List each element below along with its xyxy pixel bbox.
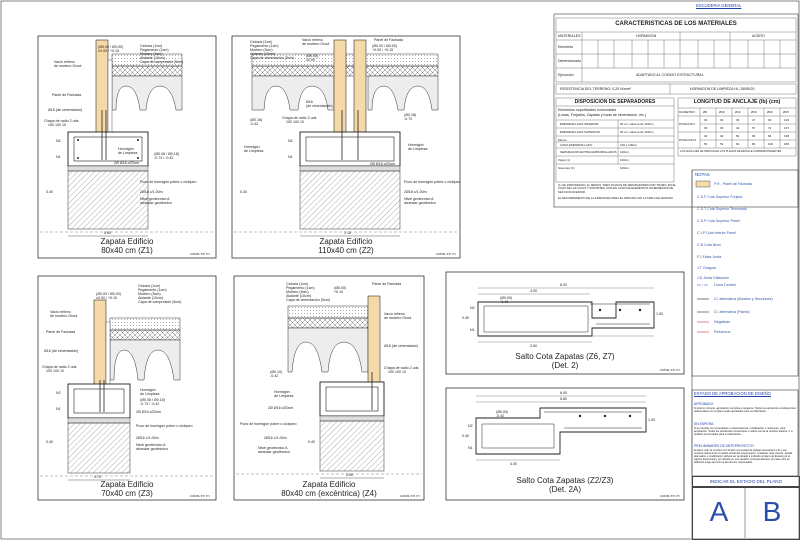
det2a-d4: 0.40 — [462, 434, 469, 438]
z2-hormigon2: Hormigón — [408, 143, 424, 147]
z3-mortero: Mortero (5cm) — [138, 292, 161, 296]
anclaje-note: LOS ANCLAJES SE INDICAN EN LOS PLANOS DE DETALLE CORRESPONDIENTES — [680, 150, 782, 153]
sep-note2: EL RECUBRIMIENTO DE LA ARMADURA SERA EL INDICADO EN LA TABLA DE ARMADO. — [558, 196, 674, 200]
anclaje-pos-1: POSICION I — [679, 122, 696, 126]
legend-item: Cl. alternativa (Planta) — [714, 310, 750, 314]
z4-pozo: Pozo de hormigón pobre o ciclópeo — [240, 422, 297, 426]
sep-r1: EMPARRILLADO INFERIOR — [560, 122, 599, 126]
z1-grout: de mortero Grout — [54, 64, 82, 68]
z4-chapa2: 100 100 10 — [388, 370, 406, 374]
anclaje-cell: 50 — [736, 134, 740, 138]
anclaje-cell: 80 — [752, 142, 756, 146]
det2-n2: N2 — [470, 306, 475, 310]
materials-title: CARACTERISTICAS DE LOS MATERIALES — [615, 21, 737, 27]
row-ejecucion: Ejecución — [558, 73, 574, 77]
z2-n1: N1 — [288, 155, 293, 159]
z4-title1: Zapata Edificio — [302, 480, 356, 489]
z4-limpieza: de Limpieza — [274, 394, 294, 398]
z3-capa: Capa de compresión (5cm) — [138, 300, 182, 304]
anclaje-cell: 84 — [768, 134, 772, 138]
hormigon-limpieza-text: HORMIGON DE LIMPIEZA HL-150/B/20 — [690, 87, 755, 91]
det2-title2: (Det. 2) — [551, 361, 579, 370]
sep-vigas: Vigas (1) — [558, 158, 570, 162]
legend-title: NOTAS — [695, 172, 710, 177]
resistencia-text: RESISTENCIA DEL TERRENO: 0,20 N/mm² — [560, 87, 631, 91]
anclaje-cell: 120 — [784, 118, 790, 122]
z4-aislante: Aislante (10cm) — [286, 294, 311, 298]
anclaje-cell: 57 — [752, 126, 756, 130]
z1-pozo: Pozo de hormigón pobre o ciclópeo — [140, 180, 197, 184]
z3-hormigon: Hormigón — [140, 388, 156, 392]
z2-cota-b: (Ø0.00 / Ø0.00) — [372, 44, 397, 48]
z2-o16b: (de cimentación) — [306, 104, 333, 108]
z4-note: cotas en m — [400, 493, 420, 498]
z1-cota4: -0.73 / -0.42 — [154, 156, 174, 160]
z3-drawing — [40, 300, 214, 480]
z2-vacio: Vacío relleno — [302, 38, 323, 42]
estado-title: ESTADO DE APROBACION DE DISEÑO — [694, 391, 771, 396]
title-block — [692, 486, 800, 540]
z2-dim2: 2Ø16 c/1.00m — [404, 190, 427, 194]
estado-a-text: Si todo lo correcto, aprobación completa o tangente. Todos los elementos constituyentes relacionados con el plano están aprobados para su fabricación. — [694, 407, 796, 413]
z1-pegamento: Pegamento (1cm) — [140, 48, 169, 52]
z3-ancho: 0.70 — [94, 475, 101, 479]
separadores-title: DISPOSICION DE SEPARADORES — [574, 99, 656, 105]
sep-soportes: Soportes (1) — [558, 166, 575, 170]
legend-item: C.I.P Cota Inferior Panel — [697, 231, 736, 235]
z4-vacio: Vacío relleno — [384, 312, 405, 316]
anclaje-cell: 47 — [752, 118, 756, 122]
z1-note: cotas en m — [190, 251, 210, 256]
z1-o16: Ø16 (de cimentación) — [48, 108, 83, 112]
z4-capa: Capa de cimentación (5cm) — [286, 298, 330, 302]
sep-line2: (Losas, Forjados, Zapatas y losas de cimentación, etc.) — [558, 113, 647, 117]
z2-drawing — [234, 40, 458, 236]
anclaje-cell: 60 — [736, 142, 740, 146]
z3-pegamento: Pegamento (1cm) — [138, 288, 167, 292]
sep-vigas-v: 100cm — [620, 158, 630, 162]
z2-limpieza: de Limpieza — [244, 149, 264, 153]
det2-d3: 3.50 — [530, 344, 537, 348]
z2-pozo: Pozo de hormigón pobre o ciclópeo — [404, 180, 461, 184]
det2a-d7: -0.42 — [496, 414, 505, 418]
sep-r2v: 50 cm máximo de 100cm — [620, 130, 654, 134]
z4-hormigon: Hormigón — [274, 390, 290, 394]
anclaje-title: LONGITUD DE ANCLAJE (lb) (cm) — [693, 99, 781, 105]
det2a-title1: Salto Cota Zapatas (Z2/Z3) — [516, 476, 614, 485]
z2-cota8: -0.72 — [404, 117, 413, 121]
z3-n1: N1 — [56, 407, 61, 411]
z2-n2: N2 — [288, 139, 293, 143]
estado-c-label: PRELIMINARES DE ANTEPROYECTO — [694, 444, 754, 448]
det2a-drawing — [476, 396, 646, 460]
z3-nivel2: alcanzar geotécnico — [136, 447, 168, 451]
z3-cota3: (Ø0.08 / Ø0.18) — [140, 398, 165, 402]
z2-cota5: (Ø0.18) — [250, 118, 263, 122]
anclaje-diametro: DIAMETRO — [679, 110, 695, 114]
det2-n1: N1 — [470, 328, 475, 332]
z1-cota3: (Ø0.08 / Ø0.18) — [154, 152, 179, 156]
adaptado-text: ADAPTADO AL CODIGO ESTRUCTURAL — [636, 73, 704, 77]
z2-cota7: (Ø0.18) — [404, 113, 417, 117]
anclaje-cell: 40 — [704, 134, 708, 138]
z1-title1: Zapata Edificio — [100, 237, 154, 246]
sep-r2: EMPARRILLADO SUPERIOR — [560, 130, 600, 134]
anclaje-cell: 180 — [784, 142, 790, 146]
z4-pegamento: Pegamento (1cm) — [286, 286, 315, 290]
z4-cota5: (Ø0.10) — [270, 370, 283, 374]
anclaje-cell: 30 — [704, 118, 708, 122]
det2a-d3: 4.00 — [510, 462, 517, 466]
z4-cota6: -0.42 — [270, 374, 279, 378]
sep-r4v: 100cm — [620, 150, 630, 154]
anclaje-col-5: Ø20 — [767, 110, 773, 114]
sep-r3: CADA EMPARRILLADO — [560, 143, 593, 147]
z2-cota6: -0.42 — [250, 122, 259, 126]
anclaje-col-2: Ø10 — [719, 110, 725, 114]
anclaje-cell: 167 — [784, 126, 790, 130]
z1-chapa2: 100 100 10 — [48, 123, 66, 127]
z4-title2: 80x40 cm (excéntrica) (Z4) — [281, 489, 377, 498]
materials-grid — [556, 18, 796, 94]
anclaje-cell: 40 — [720, 134, 724, 138]
anclaje-cell: 50 — [704, 142, 708, 146]
legend-item: C.S.P Cota Superior Panel — [697, 219, 740, 223]
z2-dim1: 2Ø Ø16 c/20cm — [370, 162, 396, 166]
z2-cota1: (Ø0.00) — [306, 54, 319, 58]
z2-capa: Capa de cimentación (5cm) — [250, 56, 294, 60]
z4-depth: 0.40 — [308, 440, 315, 444]
z1-title2: 80x40 cm (Z1) — [101, 246, 153, 255]
z3-vacio: Vacío relleno — [50, 310, 71, 314]
det2a-d2: 5.80 — [560, 397, 567, 401]
z2-limpieza2: de Limpieza — [408, 147, 428, 151]
z4-o16: Ø16 (de cimentación) — [384, 344, 419, 348]
z1-celosia: Celosía (1cm) — [140, 44, 163, 48]
det2-d6: (Ø0.00) — [500, 296, 513, 300]
state-a-box[interactable]: A — [709, 496, 729, 527]
anclaje-cell: 30 — [720, 118, 724, 122]
z4-cota2: +0.10 — [334, 290, 344, 294]
anclaje-col-6: Ø25 — [783, 110, 789, 114]
anclaje-pos-2: POSICION II — [679, 138, 697, 142]
estado-b-text: Si se cambia con comentarios o observaciones, modificación o revisiones, para aprobación. Todos los pendientes comentarios o sellos son de la revisión anterior. Ir a pedidos seccionados para su fabricación. — [694, 427, 793, 436]
legend-item: J.T Gárgola — [697, 266, 716, 270]
z3-panel: Panel de Fachada — [46, 330, 76, 334]
anclaje-cell: 30 — [704, 126, 708, 130]
z4-grout: de mortero Grout — [384, 316, 412, 320]
sep-r1v: 50 cm máximo de 100cm — [620, 122, 654, 126]
z2-nivel2: alcanzar geotécnico — [404, 201, 436, 205]
z3-dim2: 2Ø16 c/1.00m — [136, 436, 159, 440]
acero-label: ACERO — [752, 34, 765, 38]
z3-celosia: Celosía (1cm) — [138, 284, 161, 288]
z2-pegamento: Pegamento (1cm) — [250, 44, 279, 48]
z1-vacio: Vacío relleno — [54, 60, 75, 64]
z3-grout: de mortero Grout — [50, 314, 78, 318]
det2-d2: 4.00 — [530, 289, 537, 293]
z1-ancho: 0.80 — [104, 231, 111, 235]
anclaje-col-1: Ø8 — [703, 110, 708, 114]
z3-n2: N2 — [56, 391, 61, 395]
anclaje-cell: 66 — [752, 134, 756, 138]
z2-panel: Panel de Fachada — [374, 38, 404, 42]
legend-item: Refuerzos — [714, 330, 731, 334]
det2a-n2: N2 — [468, 424, 473, 428]
det2a-d1: 6.00 — [560, 391, 567, 395]
z3-chapa: Chapa de radio 2 uds — [42, 365, 77, 369]
legend-item: C.S.F Cota Superior Forjado — [697, 195, 743, 199]
det2a-n1: N1 — [468, 446, 473, 450]
z1-dim2: 2Ø16 c/1.00m — [140, 190, 163, 194]
legend-item: F.J Falsa Junta — [697, 255, 722, 259]
row-elemento: Elemento — [558, 45, 574, 49]
z2-chapa2: 100 100 10 — [286, 120, 304, 124]
anclaje-col-4: Ø16 — [751, 110, 757, 114]
legend-item: C.N Cota Nivel — [697, 243, 721, 247]
z1-dim1: 2Ø Ø16 c/20cm — [114, 161, 140, 165]
anclaje-col-3: Ø12 — [735, 110, 741, 114]
top-link[interactable]: ESCUDERIA GENERAL — [696, 3, 742, 8]
z3-cota4: -0.73 / -0.42 — [140, 402, 160, 406]
sep-line1: Elementos superficiales horizontales — [558, 108, 617, 112]
z3-depth: 0.40 — [46, 440, 53, 444]
sep-r4: SEPARACION ENTRE EMPARRILLADOS — [560, 150, 617, 154]
z1-drawing — [40, 40, 214, 236]
z4-nivel2: alcanzar geotécnico — [258, 450, 290, 454]
z3-note: cotas en m — [190, 493, 210, 498]
hormigon-label: HORMIGON — [636, 34, 657, 38]
anclaje-cell: 60 — [768, 118, 772, 122]
z2-ancho: 1.10 — [344, 231, 351, 235]
z1-n2: N2 — [56, 139, 61, 143]
z2-hormigon: Hormigón — [244, 145, 260, 149]
z4-nivel1: Nivel geotécnico A — [258, 446, 288, 450]
z1-mortero: Mortero (5cm) — [140, 52, 163, 56]
z1-limpieza: de Limpieza — [118, 151, 138, 155]
estado-c-text: El plano sólo se muestra con límites a la escala de trabajo necesaria A o B y que muestra claramente el estado actual del anteproyecto. Cualquier nota, boceto, detalle alternativo o modificación deberá ser aprobado e indicado al plano de Estado por el Agente Estructural y se indicará en sus cambios correspondientes. El plano sólo es definitivo luego de la firma del técnico responsable. — [694, 449, 793, 464]
z4-ancho: 0.80 — [346, 473, 353, 477]
z2-celosia: Celosía (1cm) — [250, 40, 273, 44]
z3-dim1: 2Ø Ø16 c/20cm — [136, 410, 162, 414]
z1-panel: Panel de Fachada — [52, 93, 82, 97]
sep-soportes-v: 100cm — [620, 166, 630, 170]
det2a-note: cotas en m — [660, 493, 680, 498]
z1-chapa: Chapa de radio 2 uds — [44, 119, 79, 123]
z2-title1: Zapata Edificio — [319, 237, 373, 246]
z2-cota2: ±0.00 — [306, 58, 315, 62]
det2a-d5: 1.00 — [648, 418, 655, 422]
z4-celosia: Celosía (1cm) — [286, 282, 309, 286]
legend-item: C.S.T Cota Superior Terminado — [697, 207, 748, 211]
z3-limpieza: de Limpieza — [140, 392, 160, 396]
z2-title2: 110x40 cm (Z2) — [318, 246, 374, 255]
z2-mortero: Mortero (5cm) — [250, 48, 273, 52]
z1-hormigon: Hormigón — [118, 147, 134, 151]
z3-cota1: (Ø0.00 / Ø0.00) — [96, 292, 121, 296]
z2-depth: 0.40 — [240, 190, 247, 194]
anclaje-cell: 168 — [784, 134, 790, 138]
z2-note: cotas en m — [436, 251, 456, 256]
sep-r3v: 100 x 100cm — [620, 143, 638, 147]
det2-d7: -0.42 — [500, 300, 509, 304]
z3-cota2: ±0.00 / +0.15 — [96, 296, 118, 300]
z2-grout: de mortero Grout — [302, 42, 330, 46]
z4-panel: Panel de Fachada — [372, 282, 402, 286]
z1-capa: Capa de compresión (5cm) — [140, 60, 184, 64]
z3-chapa2: 100 100 10 — [46, 369, 64, 373]
z1-cota1: (Ø0.00 / Ø0.00) — [98, 45, 123, 49]
det2-d4: 0.40 — [462, 316, 469, 320]
legend-item: J.D Junta Dilatación — [697, 276, 729, 280]
det2-note: cotas en m — [660, 367, 680, 372]
legend-item: Negativas — [714, 320, 730, 324]
z3-o16: Ø16 (de cimentación) — [44, 349, 79, 353]
z1-depth: 0.40 — [46, 190, 53, 194]
det2-d1: 6.00 — [560, 283, 567, 287]
z4-chapa: Chapa de radio 2 uds — [384, 366, 419, 370]
anclaje-cell: 100 — [768, 142, 774, 146]
z4-cota1: (Ø0.00) — [334, 286, 347, 290]
z2-nivel1: Nivel geotécnico A — [404, 197, 434, 201]
row-dimensionado: Dimensionado — [558, 59, 581, 63]
z1-nivel2: alcanzar geotécnico — [140, 201, 172, 205]
sep-muros: Muros — [558, 138, 567, 142]
legend-item: Cl. alternativa (Alzados y Secciones) — [714, 297, 773, 301]
z2-chapa: Chapa de radio 2 uds — [282, 116, 317, 120]
state-b-box[interactable]: B — [762, 496, 782, 527]
det2a-d6: (Ø0.00) — [496, 410, 509, 414]
z4-mortero: Mortero (5cm) — [286, 290, 309, 294]
anclaje-cell: 51 — [720, 142, 724, 146]
det2a-title2: (Det. 2A) — [548, 485, 581, 494]
z3-title1: Zapata Edificio — [100, 480, 154, 489]
z3-pozo: Pozo de hormigón pobre o ciclópeo — [136, 424, 193, 428]
anclaje-cell: 72 — [768, 126, 772, 130]
z4-dim1: 2Ø Ø16 c/20cm — [268, 406, 294, 410]
anclaje-cell: 36 — [720, 126, 724, 130]
det2-d5: 1.00 — [656, 312, 663, 316]
anclaje-cell: 43 — [736, 126, 740, 130]
det2-title1: Salto Cota Zapatas (Z6, Z7) — [515, 352, 615, 361]
z1-cota2: ±0.00 / +0.15 — [98, 49, 120, 53]
estado-a-label: APROBADO — [694, 402, 714, 406]
materials-label: MATERIALES — [558, 34, 581, 38]
anclaje-cell: 36 — [736, 118, 740, 122]
z3-nivel1: Nivel geotécnico A — [136, 443, 166, 447]
estado-b-label: EN ESPERA — [694, 422, 714, 426]
sep-note1: (1) SE DISPONDRAN, AL MENOS, TRES PLANOS DE SEPARADORES POR TRAMO, EN EL CASO DE LAS VIGAS Y SOPORTES, DOS EN CASO DE ELEMENTOS INTERMEDIOS DE SECCION INFERIOR. — [558, 183, 676, 194]
legend-item: Línea Central — [714, 283, 736, 287]
z2-o16: Ø16 — [306, 100, 313, 104]
z4-dim2: 2Ø16 c/1.00m — [264, 436, 287, 440]
z2-aislante: Aislante (10cm) — [250, 52, 275, 56]
z1-aislante: Aislante (10cm) — [140, 56, 165, 60]
z3-aislante: Aislante (10cm) — [138, 296, 163, 300]
z1-nivel1: Nivel geotécnico A — [140, 197, 170, 201]
z2-cota-b2: +0.00 / +0.15 — [372, 48, 394, 52]
z3-title2: 70x40 cm (Z3) — [101, 489, 153, 498]
z1-n1: N1 — [56, 155, 61, 159]
legend-item: P.H - Panel de Fachada — [714, 182, 752, 186]
indicar-estado: INDICAR EL ESTADO DEL PLANO — [692, 476, 800, 488]
